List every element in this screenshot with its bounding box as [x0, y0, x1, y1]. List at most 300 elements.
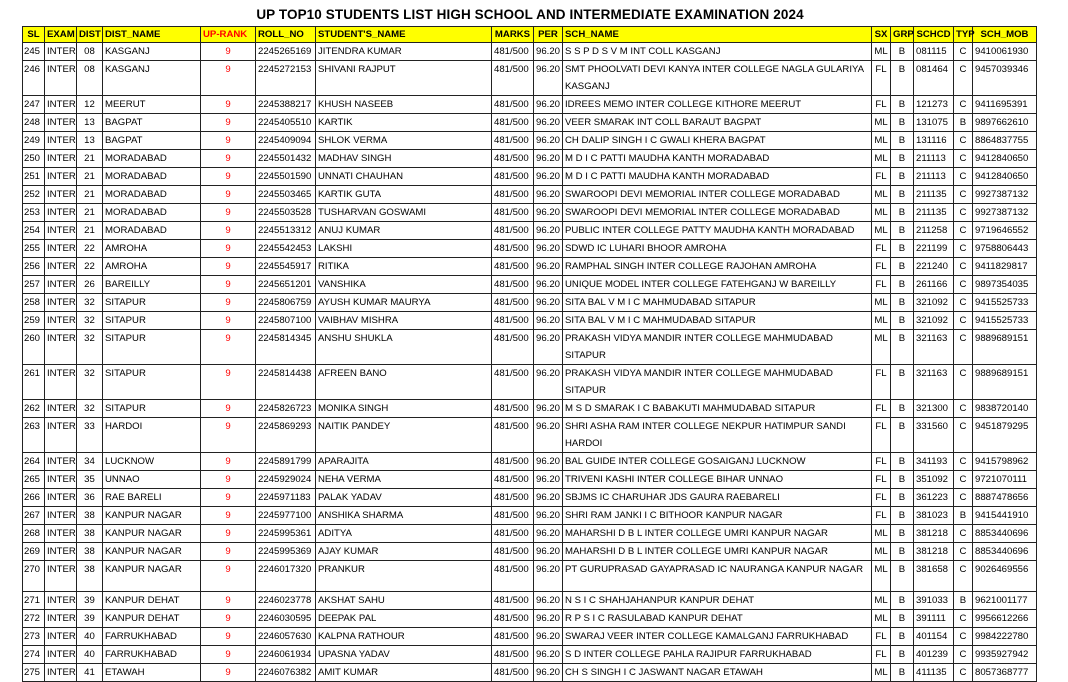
cell-sx: FL — [872, 400, 891, 418]
cell-exam: INTER — [45, 664, 77, 682]
cell-grp: B — [891, 276, 914, 294]
cell-per: 96.20 — [534, 664, 563, 682]
cell-dist-name: KANPUR NAGAR — [103, 543, 201, 561]
cell-up-rank: 9 — [201, 453, 256, 471]
table-row — [23, 43, 1037, 61]
cell-exam: INTER — [45, 132, 77, 150]
cell-grp: B — [891, 96, 914, 114]
cell-exam: INTER — [45, 592, 77, 610]
cell-schcd: 401239 — [914, 646, 954, 664]
cell-dist: 38 — [77, 525, 103, 543]
cell-sl: 273 — [23, 628, 45, 646]
column-header-schcd: SCHCD — [914, 27, 954, 43]
cell-roll-no: 2245929024 — [256, 471, 316, 489]
cell-up-rank: 9 — [201, 664, 256, 682]
cell-sch-mob: 9984222780 — [973, 628, 1037, 646]
cell-dist-name: FARRUKHABAD — [103, 628, 201, 646]
table-row — [23, 330, 1037, 365]
cell-per: 96.20 — [534, 453, 563, 471]
cell-grp: B — [891, 471, 914, 489]
cell-marks: 481/500 — [492, 150, 534, 168]
cell-marks: 481/500 — [492, 543, 534, 561]
cell-per: 96.20 — [534, 222, 563, 240]
cell-marks: 481/500 — [492, 400, 534, 418]
cell-roll-no: 2245501590 — [256, 168, 316, 186]
cell-dist-name: KANPUR NAGAR — [103, 507, 201, 525]
cell-typ: B — [954, 507, 973, 525]
cell-typ: B — [954, 114, 973, 132]
cell-grp: B — [891, 204, 914, 222]
cell-sch-name: SWARAJ VEER INTER COLLEGE KAMALGANJ FARRUKHABAD — [563, 628, 872, 646]
cell-typ: C — [954, 664, 973, 682]
cell-marks: 481/500 — [492, 114, 534, 132]
cell-sx: ML — [872, 43, 891, 61]
cell-grp: B — [891, 114, 914, 132]
cell-per: 96.20 — [534, 150, 563, 168]
cell-typ: C — [954, 96, 973, 114]
cell-per: 96.20 — [534, 592, 563, 610]
cell-grp: B — [891, 61, 914, 96]
cell-sch-mob: 9621001177 — [973, 592, 1037, 610]
cell-marks: 481/500 — [492, 561, 534, 592]
cell-marks: 481/500 — [492, 204, 534, 222]
cell-sch-name: SDWD IC LUHARI BHOOR AMROHA — [563, 240, 872, 258]
cell-dist-name: FARRUKHABAD — [103, 646, 201, 664]
cell-per: 96.20 — [534, 507, 563, 525]
cell-marks: 481/500 — [492, 453, 534, 471]
cell-sx: FL — [872, 276, 891, 294]
cell-sch-mob: 9889689151 — [973, 365, 1037, 400]
column-header-sch-name: SCH_NAME — [563, 27, 872, 43]
table-row — [23, 312, 1037, 330]
cell-sl: 275 — [23, 664, 45, 682]
cell-up-rank: 9 — [201, 525, 256, 543]
cell-sx: FL — [872, 646, 891, 664]
cell-typ: C — [954, 222, 973, 240]
cell-per: 96.20 — [534, 610, 563, 628]
cell-dist-name: MORADABAD — [103, 222, 201, 240]
cell-sch-mob: 8057368777 — [973, 664, 1037, 682]
cell-grp: B — [891, 150, 914, 168]
cell-per: 96.20 — [534, 240, 563, 258]
cell-dist: 12 — [77, 96, 103, 114]
cell-typ: B — [954, 592, 973, 610]
cell-grp: B — [891, 525, 914, 543]
table-row — [23, 222, 1037, 240]
cell-exam: INTER — [45, 43, 77, 61]
cell-per: 96.20 — [534, 628, 563, 646]
cell-sl: 267 — [23, 507, 45, 525]
cell-schcd: 321163 — [914, 330, 954, 365]
cell-exam: INTER — [45, 204, 77, 222]
cell-exam: INTER — [45, 365, 77, 400]
cell-roll-no: 2245807100 — [256, 312, 316, 330]
cell-student-name: SHIVANI RAJPUT — [316, 61, 492, 96]
cell-marks: 481/500 — [492, 664, 534, 682]
cell-exam: INTER — [45, 312, 77, 330]
cell-sx: ML — [872, 132, 891, 150]
cell-per: 96.20 — [534, 168, 563, 186]
cell-typ: C — [954, 132, 973, 150]
cell-exam: INTER — [45, 525, 77, 543]
cell-sl: 245 — [23, 43, 45, 61]
cell-dist-name: SITAPUR — [103, 294, 201, 312]
column-header-student-name: STUDENT'S_NAME — [316, 27, 492, 43]
cell-student-name: KALPNA RATHOUR — [316, 628, 492, 646]
cell-typ: C — [954, 646, 973, 664]
cell-dist-name: MORADABAD — [103, 168, 201, 186]
cell-sch-mob: 8853440696 — [973, 525, 1037, 543]
cell-roll-no: 2245409094 — [256, 132, 316, 150]
cell-sl: 268 — [23, 525, 45, 543]
cell-sch-name: SWAROOPI DEVI MEMORIAL INTER COLLEGE MORADABAD — [563, 204, 872, 222]
cell-exam: INTER — [45, 330, 77, 365]
cell-up-rank: 9 — [201, 96, 256, 114]
cell-marks: 481/500 — [492, 294, 534, 312]
cell-sch-mob: 9457039346 — [973, 61, 1037, 96]
cell-exam: INTER — [45, 489, 77, 507]
cell-student-name: APARAJITA — [316, 453, 492, 471]
cell-sx: ML — [872, 525, 891, 543]
cell-roll-no: 2246076382 — [256, 664, 316, 682]
cell-roll-no: 2245651201 — [256, 276, 316, 294]
cell-dist: 21 — [77, 150, 103, 168]
cell-per: 96.20 — [534, 418, 563, 453]
cell-per: 96.20 — [534, 61, 563, 96]
cell-sl: 263 — [23, 418, 45, 453]
cell-student-name: ANSHIKA SHARMA — [316, 507, 492, 525]
cell-dist-name: KASGANJ — [103, 61, 201, 96]
cell-per: 96.20 — [534, 400, 563, 418]
cell-sch-name: S S P D S V M INT COLL KASGANJ — [563, 43, 872, 61]
cell-sl: 257 — [23, 276, 45, 294]
cell-exam: INTER — [45, 646, 77, 664]
cell-sch-mob: 9956612266 — [973, 610, 1037, 628]
cell-typ: C — [954, 610, 973, 628]
cell-sl: 254 — [23, 222, 45, 240]
cell-sch-mob: 9758806443 — [973, 240, 1037, 258]
cell-sch-mob: 9451879295 — [973, 418, 1037, 453]
cell-sch-mob: 9889689151 — [973, 330, 1037, 365]
cell-sch-name: PT GURUPRASAD GAYAPRASAD IC NAURANGA KANPUR NAGAR — [563, 561, 872, 592]
cell-per: 96.20 — [534, 43, 563, 61]
table-row — [23, 543, 1037, 561]
cell-up-rank: 9 — [201, 114, 256, 132]
cell-sl: 269 — [23, 543, 45, 561]
column-header-sch-mob: SCH_MOB — [973, 27, 1037, 43]
cell-student-name: DEEPAK PAL — [316, 610, 492, 628]
cell-dist-name: SITAPUR — [103, 400, 201, 418]
cell-marks: 481/500 — [492, 610, 534, 628]
table-row — [23, 365, 1037, 400]
cell-sx: ML — [872, 114, 891, 132]
table-row — [23, 204, 1037, 222]
table-row — [23, 132, 1037, 150]
cell-dist: 21 — [77, 168, 103, 186]
cell-dist-name: LUCKNOW — [103, 453, 201, 471]
cell-up-rank: 9 — [201, 43, 256, 61]
cell-dist-name: MORADABAD — [103, 204, 201, 222]
column-header-typ: TYP — [954, 27, 973, 43]
cell-sch-name: PRAKASH VIDYA MANDIR INTER COLLEGE MAHMUDABAD SITAPUR — [563, 330, 872, 365]
table-row — [23, 489, 1037, 507]
page-title: UP TOP10 STUDENTS LIST HIGH SCHOOL AND INTERMEDIATE EXAMINATION 2024 — [256, 7, 804, 22]
cell-sch-mob: 9412840650 — [973, 168, 1037, 186]
cell-typ: C — [954, 258, 973, 276]
cell-dist: 38 — [77, 561, 103, 592]
cell-roll-no: 2245503465 — [256, 186, 316, 204]
table-row — [23, 507, 1037, 525]
cell-grp: B — [891, 543, 914, 561]
cell-student-name: AKSHAT SAHU — [316, 592, 492, 610]
cell-sl: 247 — [23, 96, 45, 114]
cell-typ: C — [954, 489, 973, 507]
cell-sl: 264 — [23, 453, 45, 471]
cell-typ: C — [954, 276, 973, 294]
cell-schcd: 221199 — [914, 240, 954, 258]
cell-dist: 32 — [77, 294, 103, 312]
cell-typ: C — [954, 525, 973, 543]
cell-per: 96.20 — [534, 489, 563, 507]
table-row — [23, 114, 1037, 132]
cell-per: 96.20 — [534, 312, 563, 330]
cell-marks: 481/500 — [492, 168, 534, 186]
cell-marks: 481/500 — [492, 592, 534, 610]
cell-exam: INTER — [45, 61, 77, 96]
cell-student-name: AMIT KUMAR — [316, 664, 492, 682]
cell-sx: ML — [872, 222, 891, 240]
cell-sch-mob: 9415525733 — [973, 294, 1037, 312]
cell-exam: INTER — [45, 543, 77, 561]
cell-dist-name: BAGPAT — [103, 132, 201, 150]
cell-marks: 481/500 — [492, 365, 534, 400]
cell-schcd: 211113 — [914, 150, 954, 168]
cell-dist: 39 — [77, 592, 103, 610]
cell-schcd: 321163 — [914, 365, 954, 400]
cell-per: 96.20 — [534, 330, 563, 365]
cell-schcd: 211258 — [914, 222, 954, 240]
cell-student-name: UPASNA YADAV — [316, 646, 492, 664]
cell-schcd: 351092 — [914, 471, 954, 489]
cell-sx: ML — [872, 543, 891, 561]
cell-dist: 22 — [77, 258, 103, 276]
table-row — [23, 276, 1037, 294]
cell-typ: C — [954, 543, 973, 561]
cell-sch-mob: 9411695391 — [973, 96, 1037, 114]
cell-sch-mob: 9415441910 — [973, 507, 1037, 525]
column-header-roll-no: ROLL_NO — [256, 27, 316, 43]
cell-grp: B — [891, 365, 914, 400]
cell-exam: INTER — [45, 400, 77, 418]
cell-sch-mob: 9410061930 — [973, 43, 1037, 61]
table-row — [23, 471, 1037, 489]
cell-exam: INTER — [45, 507, 77, 525]
cell-dist-name: MEERUT — [103, 96, 201, 114]
cell-sch-name: CH DALIP SINGH I C GWALI KHERA BAGPAT — [563, 132, 872, 150]
cell-dist-name: HARDOI — [103, 418, 201, 453]
cell-up-rank: 9 — [201, 276, 256, 294]
cell-student-name: PALAK YADAV — [316, 489, 492, 507]
cell-roll-no: 2245814345 — [256, 330, 316, 365]
cell-schcd: 321300 — [914, 400, 954, 418]
cell-exam: INTER — [45, 610, 77, 628]
cell-roll-no: 2246030595 — [256, 610, 316, 628]
cell-sch-mob: 9927387132 — [973, 204, 1037, 222]
column-header-sx: SX — [872, 27, 891, 43]
cell-student-name: ANSHU SHUKLA — [316, 330, 492, 365]
cell-sx: ML — [872, 664, 891, 682]
cell-up-rank: 9 — [201, 330, 256, 365]
cell-up-rank: 9 — [201, 471, 256, 489]
cell-per: 96.20 — [534, 543, 563, 561]
cell-exam: INTER — [45, 168, 77, 186]
cell-up-rank: 9 — [201, 294, 256, 312]
table-row — [23, 453, 1037, 471]
cell-sx: ML — [872, 294, 891, 312]
cell-sx: FL — [872, 258, 891, 276]
cell-sl: 261 — [23, 365, 45, 400]
cell-grp: B — [891, 664, 914, 682]
table-row — [23, 400, 1037, 418]
cell-up-rank: 9 — [201, 543, 256, 561]
cell-sx: FL — [872, 168, 891, 186]
cell-schcd: 211113 — [914, 168, 954, 186]
cell-exam: INTER — [45, 114, 77, 132]
table-row — [23, 628, 1037, 646]
cell-sx: FL — [872, 96, 891, 114]
cell-roll-no: 2245501432 — [256, 150, 316, 168]
cell-up-rank: 9 — [201, 204, 256, 222]
cell-roll-no: 2246057630 — [256, 628, 316, 646]
cell-exam: INTER — [45, 418, 77, 453]
cell-dist-name: KANPUR DEHAT — [103, 592, 201, 610]
cell-grp: B — [891, 453, 914, 471]
cell-typ: C — [954, 330, 973, 365]
cell-exam: INTER — [45, 222, 77, 240]
cell-up-rank: 9 — [201, 628, 256, 646]
cell-grp: B — [891, 258, 914, 276]
cell-typ: C — [954, 312, 973, 330]
cell-up-rank: 9 — [201, 418, 256, 453]
cell-typ: C — [954, 418, 973, 453]
cell-marks: 481/500 — [492, 43, 534, 61]
cell-marks: 481/500 — [492, 276, 534, 294]
cell-up-rank: 9 — [201, 222, 256, 240]
cell-roll-no: 2245545917 — [256, 258, 316, 276]
table-row — [23, 610, 1037, 628]
cell-sch-name: M D I C PATTI MAUDHA KANTH MORADABAD — [563, 150, 872, 168]
cell-exam: INTER — [45, 186, 77, 204]
cell-per: 96.20 — [534, 114, 563, 132]
cell-marks: 481/500 — [492, 222, 534, 240]
cell-sch-name: M S D SMARAK I C BABAKUTI MAHMUDABAD SITAPUR — [563, 400, 872, 418]
table-row — [23, 525, 1037, 543]
cell-roll-no: 2245995361 — [256, 525, 316, 543]
cell-per: 96.20 — [534, 96, 563, 114]
cell-student-name: MADHAV SINGH — [316, 150, 492, 168]
cell-sch-name: N S I C SHAHJAHANPUR KANPUR DEHAT — [563, 592, 872, 610]
header-row — [23, 27, 1037, 43]
cell-up-rank: 9 — [201, 592, 256, 610]
cell-sx: ML — [872, 312, 891, 330]
cell-sl: 270 — [23, 561, 45, 592]
table-row — [23, 592, 1037, 610]
cell-sch-mob: 9719646552 — [973, 222, 1037, 240]
cell-typ: C — [954, 471, 973, 489]
table-row — [23, 664, 1037, 682]
cell-dist: 21 — [77, 186, 103, 204]
cell-sx: FL — [872, 471, 891, 489]
table-row — [23, 186, 1037, 204]
cell-sch-name: SHRI RAM JANKI I C BITHOOR KANPUR NAGAR — [563, 507, 872, 525]
cell-sch-name: SBJMS IC CHARUHAR JDS GAURA RAEBARELI — [563, 489, 872, 507]
cell-roll-no: 2245826723 — [256, 400, 316, 418]
cell-schcd: 411135 — [914, 664, 954, 682]
cell-grp: B — [891, 43, 914, 61]
cell-student-name: NEHA VERMA — [316, 471, 492, 489]
cell-exam: INTER — [45, 294, 77, 312]
table-row — [23, 646, 1037, 664]
cell-roll-no: 2245977100 — [256, 507, 316, 525]
cell-sch-name: SMT PHOOLVATI DEVI KANYA INTER COLLEGE NAGLA GULARIYA KASGANJ — [563, 61, 872, 96]
cell-sch-name: MAHARSHI D B L INTER COLLEGE UMRI KANPUR NAGAR — [563, 525, 872, 543]
cell-up-rank: 9 — [201, 168, 256, 186]
cell-marks: 481/500 — [492, 330, 534, 365]
cell-schcd: 401154 — [914, 628, 954, 646]
cell-dist: 08 — [77, 43, 103, 61]
cell-student-name: RITIKA — [316, 258, 492, 276]
cell-schcd: 381218 — [914, 525, 954, 543]
cell-sl: 262 — [23, 400, 45, 418]
cell-grp: B — [891, 610, 914, 628]
cell-dist: 32 — [77, 365, 103, 400]
cell-schcd: 341193 — [914, 453, 954, 471]
cell-exam: INTER — [45, 471, 77, 489]
cell-sch-name: TRIVENI KASHI INTER COLLEGE BIHAR UNNAO — [563, 471, 872, 489]
column-header-dist: DIST — [77, 27, 103, 43]
cell-sch-mob: 9412840650 — [973, 150, 1037, 168]
cell-sch-name: UNIQUE MODEL INTER COLLEGE FATEHGANJ W BAREILLY — [563, 276, 872, 294]
cell-sx: ML — [872, 150, 891, 168]
cell-sch-name: SITA BAL V M I C MAHMUDABAD SITAPUR — [563, 294, 872, 312]
cell-marks: 481/500 — [492, 258, 534, 276]
cell-sx: FL — [872, 240, 891, 258]
cell-sl: 248 — [23, 114, 45, 132]
cell-roll-no: 2245995369 — [256, 543, 316, 561]
cell-student-name: PRANKUR — [316, 561, 492, 592]
cell-schcd: 131116 — [914, 132, 954, 150]
cell-sch-name: VEER SMARAK INT COLL BARAUT BAGPAT — [563, 114, 872, 132]
table-row — [23, 240, 1037, 258]
cell-schcd: 381658 — [914, 561, 954, 592]
cell-exam: INTER — [45, 628, 77, 646]
cell-marks: 481/500 — [492, 507, 534, 525]
cell-dist: 39 — [77, 610, 103, 628]
cell-schcd: 261166 — [914, 276, 954, 294]
cell-sch-mob: 9897354035 — [973, 276, 1037, 294]
cell-sx: ML — [872, 592, 891, 610]
column-header-per: PER — [534, 27, 563, 43]
cell-grp: B — [891, 507, 914, 525]
cell-dist-name: BAREILLY — [103, 276, 201, 294]
cell-schcd: 321092 — [914, 312, 954, 330]
cell-sx: ML — [872, 186, 891, 204]
cell-dist-name: AMROHA — [103, 258, 201, 276]
cell-typ: C — [954, 294, 973, 312]
cell-sl: 274 — [23, 646, 45, 664]
cell-dist-name: AMROHA — [103, 240, 201, 258]
cell-sch-name: RAMPHAL SINGH INTER COLLEGE RAJOHAN AMROHA — [563, 258, 872, 276]
